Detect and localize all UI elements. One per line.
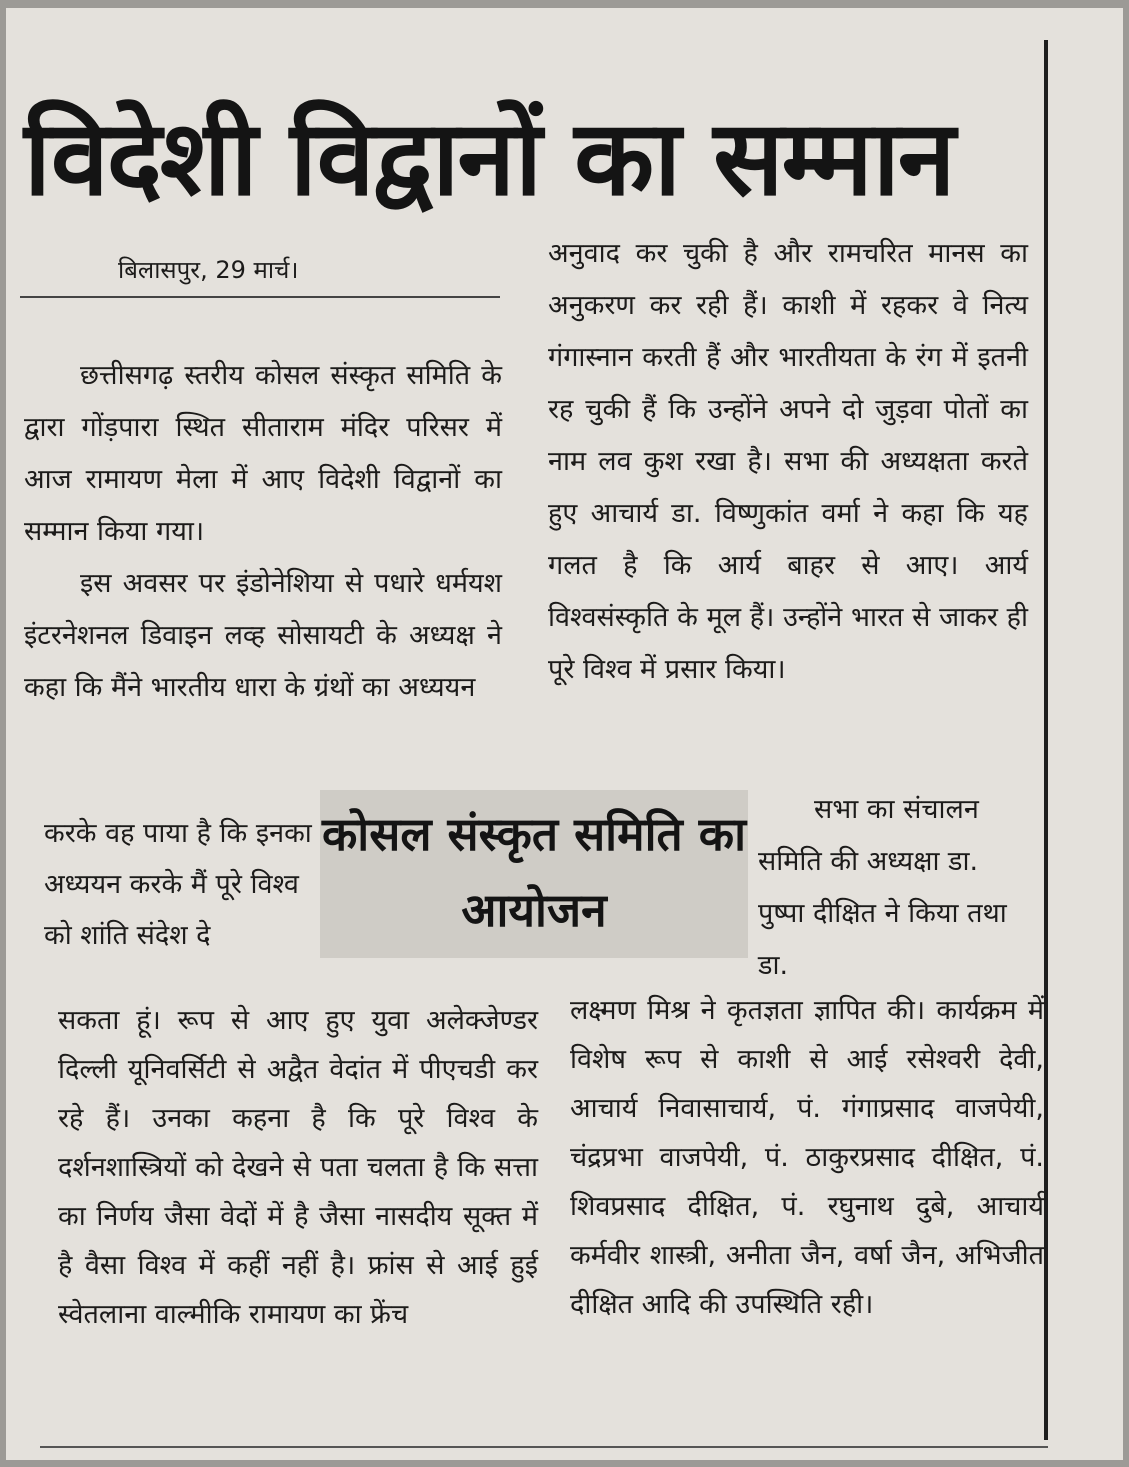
dateline: बिलासपुर, 29 मार्च।	[118, 256, 299, 284]
column-rule-right	[1044, 40, 1048, 1440]
article-left-column-bottom	[58, 996, 538, 1339]
paragraph-intro: छत्तीसगढ़ स्तरीय कोसल संस्कृत समिति के द्वारा गोंड़पारा स्थित सीताराम मंदिर परिसर में आज रामायण मेला में आए विदेशी विद्वानों का सम्मान किया गया।	[24, 360, 502, 547]
paragraph-svetlana-continued: अनुवाद कर चुकी है और रामचरित मानस का अनुकरण कर रही हैं। काशी में रहकर वे नित्य गंगास्नान करती हैं और भारतीयता के रंग में इतनी रह चुकी हैं कि उन्होंने अपने दो जुड़वा पोतों का नाम लव कुश रखा है। सभा की अध्यक्षता करते हुए आचार्य डा. विष्णुकांत वर्मा ने कहा कि यह गलत है कि आर्य बाहर से आए। आर्य विश्वसंस्कृति के मूल हैं। उन्होंने भारत से जाकर ही पूरे विश्व में प्रसार किया।	[548, 238, 1028, 685]
article-right-column-bottom	[570, 986, 1044, 1329]
article-left-column-top	[24, 350, 502, 714]
paragraph-indonesia: इस अवसर पर इंडोनेशिया से पधारे धर्मयश इंटरनेशनल डिवाइन लव्ह सोसायटी के अध्यक्ष ने कहा कि मैंने भारतीय धारा के ग्रंथों का अध्ययन	[24, 568, 502, 703]
paragraph-conduct: सभा का संचालन समिति की अध्यक्षा डा. पुष्पा दीक्षित ने किया तथा डा.	[758, 794, 1007, 981]
column-rule-bottom	[40, 1446, 1048, 1448]
subheading-box: कोसल संस्कृत समिति का आयोजन	[320, 790, 748, 958]
article-right-column-top	[548, 228, 1028, 696]
article-left-column-wrap	[44, 808, 312, 961]
paragraph-indonesia-continued: करके वह पाया है कि इनका अध्ययन करके मैं पूरे विश्व को शांति संदेश दे	[44, 818, 312, 951]
dateline-rule	[20, 296, 500, 298]
article-right-column-wrap	[758, 784, 1030, 992]
headline: विदेशी विद्वानों का सम्मान	[24, 97, 954, 219]
paragraph-attendees: लक्ष्मण मिश्र ने कृतज्ञता ज्ञापित की। कार्यक्रम में विशेष रूप से काशी से आई रसेश्वरी देवी, आचार्य निवासाचार्य, पं. गंगाप्रसाद वाजपेयी, चंद्रप्रभा वाजपेयी, पं. ठाकुरप्रसाद दीक्षित, पं. शिवप्रसाद दीक्षित, पं. रघुनाथ दुबे, आचार्य कर्मवीर शास्त्री, अनीता जैन, वर्षा जैन, अभिजीत दीक्षित आदि की उपस्थिति रही।	[570, 995, 1044, 1320]
paragraph-scholars: सकता हूं। रूप से आए हुए युवा अलेक्जेण्डर दिल्ली यूनिवर्सिटी से अद्वैत वेदांत में पीएचडी कर रहे हैं। उनका कहना है कि पूरे विश्व के दर्शनशास्त्रियों को देखने से पता चलता है कि सत्ता का निर्णय जैसा वेदों में है जैसा नासदीय सूक्त में है वैसा विश्व में कहीं नहीं है। फ्रांस से आई हुई स्वेतलाना वाल्मीकि रामायण का फ्रेंच	[58, 1005, 538, 1330]
